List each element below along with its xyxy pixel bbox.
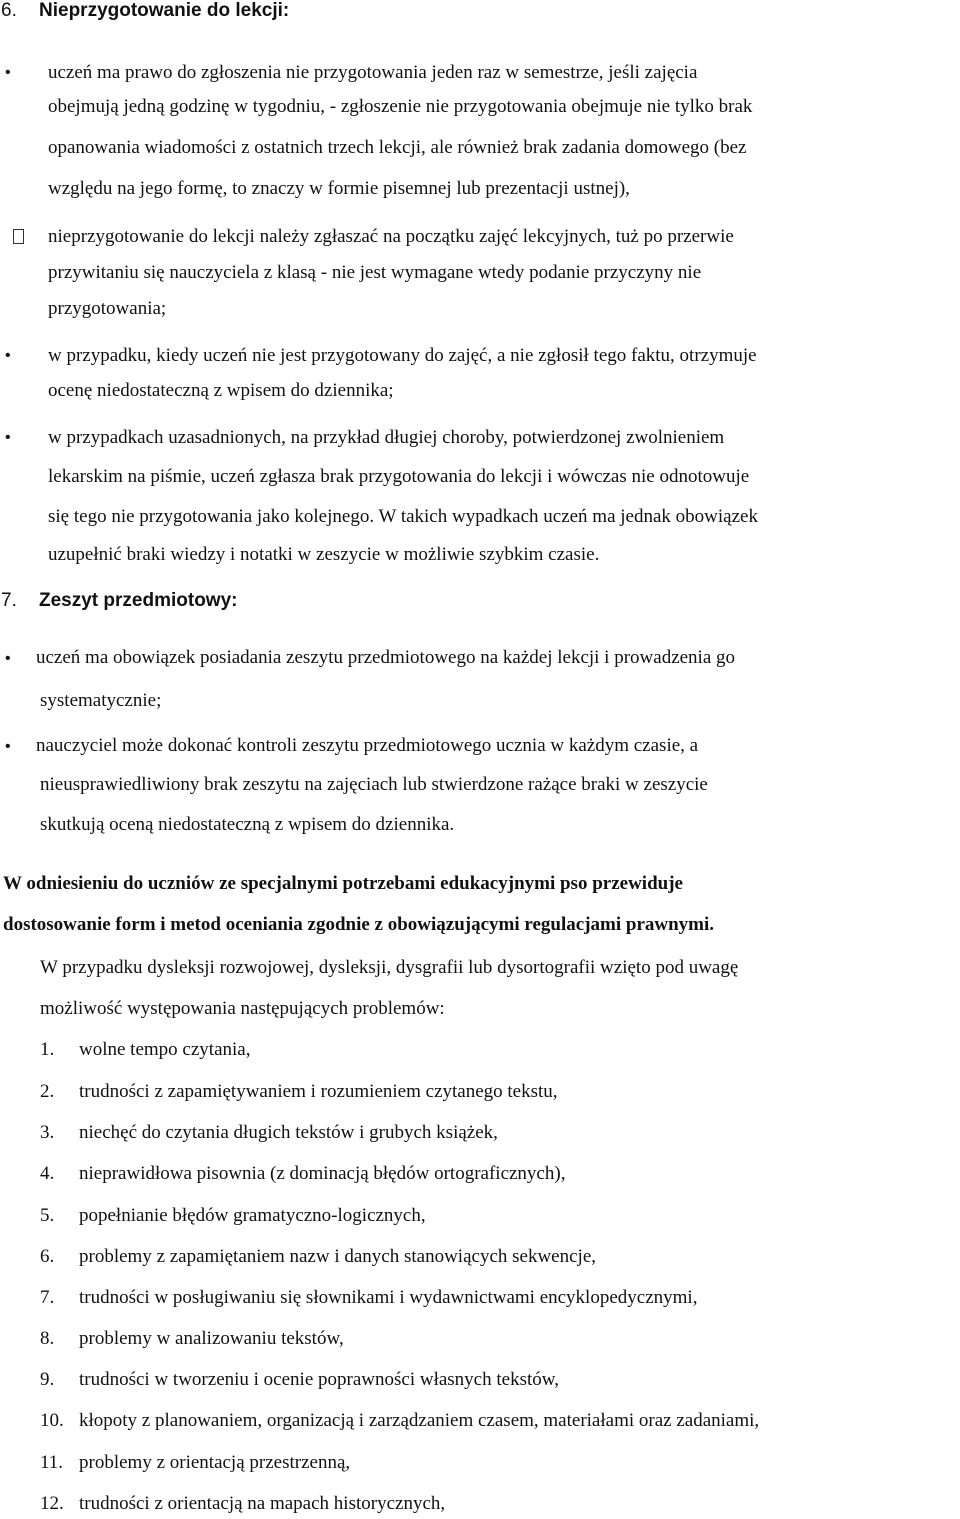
- section-title: Nieprzygotowanie do lekcji:: [39, 0, 290, 21]
- item-number: 3.: [40, 1122, 55, 1143]
- text-line: względu na jego formę, to znaczy w formie pisemnej lub prezentacji ustnej),: [48, 178, 630, 199]
- bullet: •: [5, 64, 11, 81]
- bold-statement-line: W odniesieniu do uczniów ze specjalnymi potrzebami edukacyjnymi pso przewiduje: [3, 873, 683, 894]
- bullet: •: [5, 347, 11, 364]
- item-text: trudności w posługiwaniu się słownikami i wydawnictwami encyklopedycznymi,: [79, 1287, 698, 1308]
- text-line: nieprzygotowanie do lekcji należy zgłaszać na początku zajęć lekcyjnych, tuż po przerwie: [48, 226, 734, 247]
- item-text: problemy z zapamiętaniem nazw i danych stanowiących sekwencje,: [79, 1246, 597, 1267]
- item-number: 6.: [40, 1246, 55, 1267]
- text-line: opanowania wiadomości z ostatnich trzech lekcji, ale również brak zadania domowego (bez: [48, 137, 747, 158]
- text-line: w przypadkach uzasadnionych, na przykład długiej choroby, potwierdzonej zwolnieniem: [48, 427, 725, 448]
- text-line: się tego nie przygotowania jako kolejnego. W takich wypadkach uczeń ma jednak obowiązek: [48, 506, 758, 527]
- item-number: 7.: [40, 1287, 55, 1308]
- item-text: trudności w tworzeniu i ocenie poprawności własnych tekstów,: [79, 1369, 559, 1390]
- bold-statement-line: dostosowanie form i metod oceniania zgodnie z obowiązującymi regulacjami prawnymi.: [3, 914, 715, 935]
- intro-line: możliwość występowania następujących problemów:: [40, 998, 445, 1019]
- item-number: 2.: [40, 1081, 55, 1102]
- text-line: przygotowania;: [48, 298, 167, 319]
- text-line: nauczyciel może dokonać kontroli zeszytu przedmiotowego ucznia w każdym czasie, a: [36, 735, 699, 756]
- item-number: 11.: [40, 1452, 64, 1473]
- text-line: przywitaniu się nauczyciela z klasą - nie jest wymagane wtedy podanie przyczyny nie: [48, 262, 702, 283]
- item-text: nieprawidłowa pisownia (z dominacją błędów ortograficznych),: [79, 1163, 566, 1184]
- text-line: uczeń ma prawo do zgłoszenia nie przygotowania jeden raz w semestrze, jeśli zajęcia: [48, 62, 698, 83]
- item-number: 1.: [40, 1039, 55, 1060]
- item-text: wolne tempo czytania,: [79, 1039, 251, 1060]
- item-number: 12.: [40, 1493, 64, 1514]
- item-text: popełnianie błędów gramatyczno-logicznych,: [79, 1205, 426, 1226]
- item-text: trudności z orientacją na mapach historycznych,: [79, 1493, 446, 1514]
- text-line: systematycznie;: [40, 690, 162, 711]
- item-number: 5.: [40, 1205, 55, 1226]
- item-number: 9.: [40, 1369, 55, 1390]
- bullet: •: [5, 650, 11, 667]
- text-line: ocenę niedostateczną z wpisem do dziennika;: [48, 380, 394, 401]
- item-number: 10.: [40, 1410, 64, 1431]
- item-text: problemy z orientacją przestrzenną,: [79, 1452, 351, 1473]
- text-line: nieusprawiedliwiony brak zeszytu na zajęciach lub stwierdzone rażące braki w zeszycie: [40, 774, 708, 795]
- intro-line: W przypadku dysleksji rozwojowej, dysleksji, dysgrafii lub dysortografii wzięto pod uwagę: [40, 957, 739, 978]
- text-line: uczeń ma obowiązek posiadania zeszytu przedmiotowego na każdej lekcji i prowadzenia go: [36, 647, 736, 668]
- bullet: •: [5, 738, 11, 755]
- item-text: kłopoty z planowaniem, organizacją i zarządzaniem czasem, materiałami oraz zadaniami,: [79, 1410, 760, 1431]
- text-line: w przypadku, kiedy uczeń nie jest przygotowany do zajęć, a nie zgłosił tego faktu, otrzymuje: [48, 345, 757, 366]
- item-text: niechęć do czytania długich tekstów i grubych książek,: [79, 1122, 498, 1143]
- text-line: uzupełnić braki wiedzy i notatki w zeszycie w możliwie szybkim czasie.: [48, 544, 600, 565]
- section-title: Zeszyt przedmiotowy:: [39, 590, 238, 611]
- text-line: obejmują jedną godzinę w tygodniu, - zgłoszenie nie przygotowania obejmuje nie tylko brak: [48, 96, 753, 117]
- section-number: 7.: [1, 590, 17, 611]
- item-text: problemy w analizowaniu tekstów,: [79, 1328, 344, 1349]
- item-text: trudności z zapamiętywaniem i rozumieniem czytanego tekstu,: [79, 1081, 558, 1102]
- bullet: •: [5, 429, 11, 446]
- section-number: 6.: [1, 0, 17, 21]
- text-line: skutkują oceną niedostateczną z wpisem do dziennika.: [40, 814, 455, 835]
- missing-glyph-box: [13, 229, 24, 244]
- item-number: 8.: [40, 1328, 55, 1349]
- text-line: lekarskim na piśmie, uczeń zgłasza brak przygotowania do lekcji i wówczas nie odnotowuje: [48, 466, 750, 487]
- item-number: 4.: [40, 1163, 55, 1184]
